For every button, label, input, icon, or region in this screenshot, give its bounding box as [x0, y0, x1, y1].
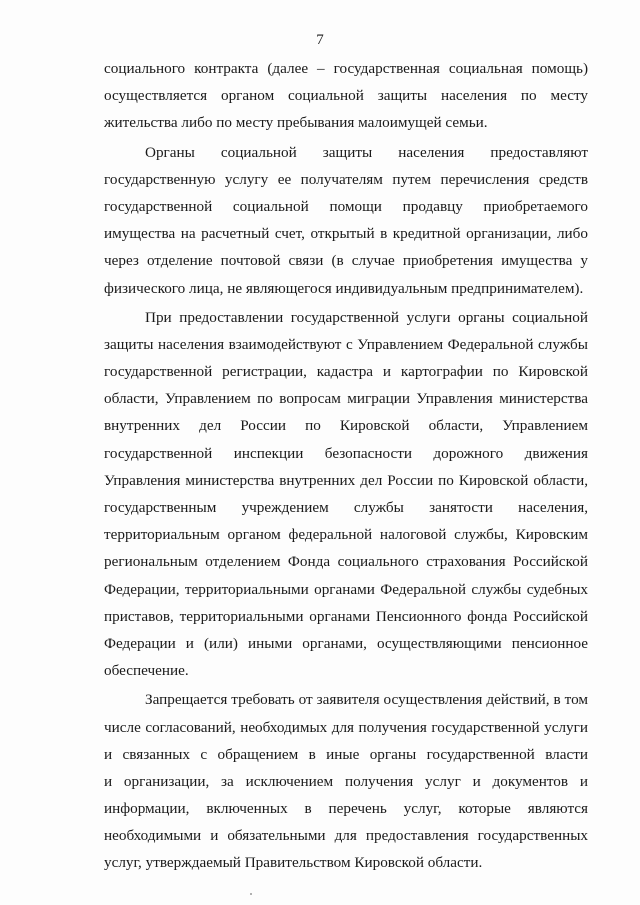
paragraph-line: информации, включенных в перечень услуг, которые являются — [104, 800, 588, 818]
paragraph-line: внутренних дел России по Кировской области, Управлением — [104, 417, 588, 435]
paragraph-2 — [104, 139, 588, 302]
paragraph-line: При предоставлении государственной услуги органы социальной — [145, 308, 588, 326]
paragraph-line: Управления министерства внутренних дел России по Кировской области, — [104, 471, 588, 489]
paragraph-line: имущества на расчетный счет, открытый в кредитной организации, либо — [104, 225, 588, 243]
paragraph-line: через отделение почтовой связи (в случае приобретения имущества у — [104, 252, 588, 270]
paragraph-1 — [104, 55, 588, 137]
paragraph-line: Федерации и (или) иными органами, осуществляющими пенсионное — [104, 634, 588, 652]
paragraph-line: государственную услугу ее получателям путем перечисления средств — [104, 170, 588, 188]
paragraph-line: числе согласований, необходимых для получения государственной услуги — [104, 718, 588, 736]
paragraph-line: осуществляется органом социальной защиты населения по месту — [104, 87, 588, 105]
paragraph-line: физического лица, не являющегося индивидуальным предпринимателем). — [104, 279, 584, 297]
paragraph-line: Запрещается требовать от заявителя осуществления действий, в том — [145, 691, 588, 709]
paragraph-line: приставов, территориальными органами Пенсионного фонда Российской — [104, 607, 588, 625]
paragraph-line: защиты населения взаимодействуют с Управлением Федеральной службы — [104, 335, 588, 353]
paragraph-line: Федерации, территориальными органами Федеральной службы судебных — [104, 580, 588, 598]
paragraph-line: региональным отделением Фонда социального страхования Российской — [104, 553, 588, 571]
scan-speck — [250, 893, 252, 895]
document-body — [104, 55, 588, 877]
paragraph-3 — [104, 304, 588, 685]
page-number: 7 — [316, 32, 324, 48]
paragraph-4 — [104, 686, 588, 876]
paragraph-line: Органы социальной защиты населения предоставляют — [145, 143, 588, 161]
paragraph-line: государственным учреждением службы занятости населения, — [104, 499, 588, 516]
paragraph-line: территориальным органом федеральной налоговой службы, Кировским — [104, 526, 588, 544]
paragraph-line: жительства либо по месту пребывания малоимущей семьи. — [104, 114, 488, 132]
paragraph-line: государственной социальной помощи продавцу приобретаемого — [104, 197, 588, 215]
paragraph-line: социального контракта (далее – государственная социальная помощь) — [104, 60, 588, 77]
paragraph-line: услуг, утверждаемый Правительством Кировской области. — [104, 854, 483, 872]
paragraph-line: необходимыми и обязательными для предоставления государственных — [104, 827, 588, 845]
paragraph-line: и связанных с обращением в иные органы государственной власти — [104, 745, 588, 763]
paragraph-line: государственной регистрации, кадастра и картографии по Кировской — [104, 363, 588, 381]
paragraph-line: области, Управлением по вопросам миграции Управления министерства — [104, 390, 588, 408]
paragraph-line: и организации, за исключением получения услуг и документов и — [104, 772, 588, 790]
paragraph-line: государственной инспекции безопасности дорожного движения — [104, 444, 588, 462]
paragraph-line: обеспечение. — [104, 662, 189, 680]
